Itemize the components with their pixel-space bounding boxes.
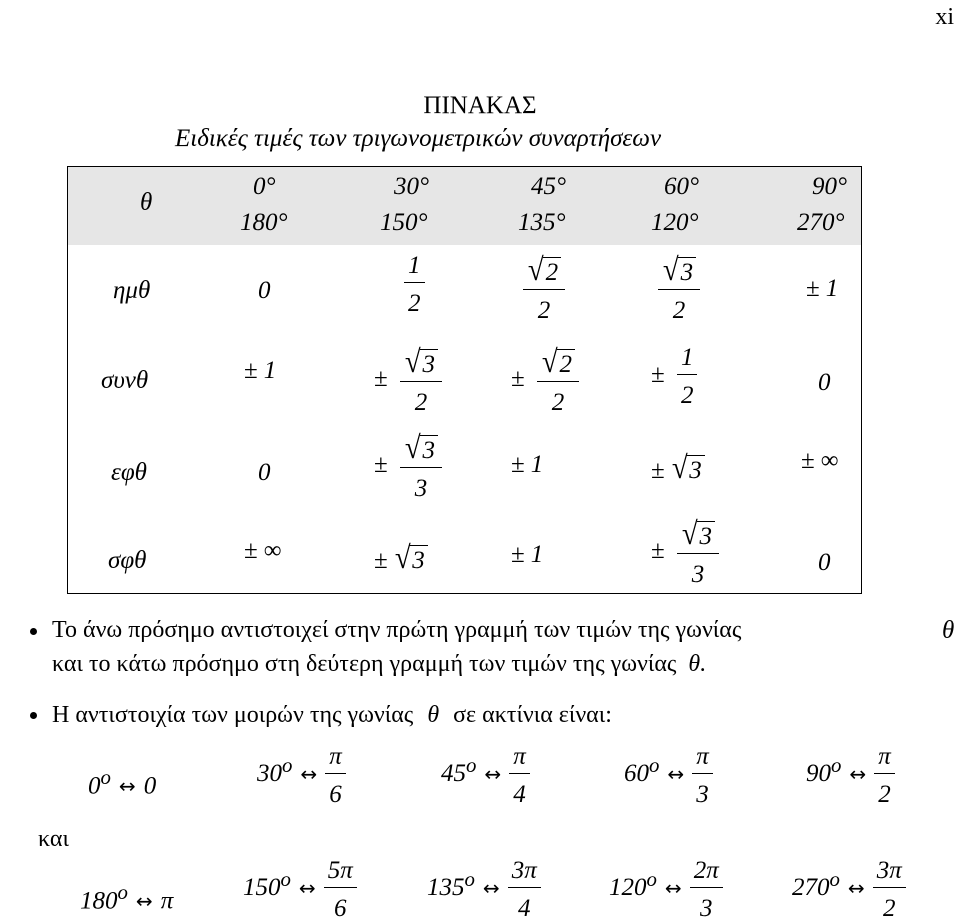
conv-45: $45^o$ ↔ $\frac{\pi}{4}$ xyxy=(441,744,530,807)
angle-bottom-3: 120° xyxy=(651,209,699,236)
page-title: ΠΙΝΑΚΑΣ xyxy=(423,92,537,119)
row-label-cot: σφθ xyxy=(108,547,147,574)
cos-90: 0 xyxy=(818,369,831,396)
conv-270: $270^o$ ↔ $\frac{3\pi}{2}$ xyxy=(792,858,906,921)
conv-135: $135^o$ ↔ $\frac{3\pi}{4}$ xyxy=(427,858,541,921)
angle-bottom-2: 135° xyxy=(518,209,566,236)
conv-150: $150^o$ ↔ $\frac{5\pi}{6}$ xyxy=(243,858,357,921)
tan-45: ± 1 xyxy=(511,451,544,478)
cot-45: ± 1 xyxy=(511,541,544,568)
sin-30: $\frac{1}{2}$ xyxy=(404,253,425,316)
conv-60: $60^o$ ↔ $\frac{\pi}{3}$ xyxy=(624,744,713,807)
angle-bottom-4: 270° xyxy=(797,209,845,236)
cos-0: ± 1 xyxy=(244,357,277,384)
angle-top-2: 45° xyxy=(531,173,566,200)
table-header xyxy=(68,167,861,245)
conv-0: $0^o$ ↔ 0 xyxy=(88,765,157,800)
sin-45: √ 2 2 xyxy=(523,253,565,323)
angle-bottom-0: 180° xyxy=(240,209,288,236)
row-label-cos: συνθ xyxy=(101,367,149,394)
angle-top-0: 0° xyxy=(253,173,276,200)
cot-0: ± ∞ xyxy=(244,537,282,564)
angle-top-4: 90° xyxy=(812,173,847,200)
conv-90: $90^o$ ↔ $\frac{\pi}{2}$ xyxy=(806,744,895,807)
tan-60: ± √ 3 xyxy=(651,451,705,485)
cos-45: ± √ 2 2 xyxy=(511,345,579,415)
page-number: xi xyxy=(935,4,954,30)
conv-180: $180^o$ ↔ π xyxy=(80,880,174,915)
cos-30: ± √ 3 2 xyxy=(374,345,442,415)
cot-30: ± √ 3 xyxy=(374,541,428,575)
angle-top-1: 30° xyxy=(394,173,429,200)
sin-90: ± 1 xyxy=(806,275,839,302)
bullet-2-text: Η αντιστοιχία των μοιρών της γωνίας θ σε ακτίνια είναι: xyxy=(52,702,612,728)
theta-header: θ xyxy=(140,189,153,216)
bullet-1-line-2: και το κάτω πρόσημο στη δεύτερη γραμμή των τιμών της γωνίας θ. xyxy=(52,651,707,677)
trig-values-table xyxy=(67,166,862,594)
bullet-1-dot xyxy=(30,628,37,635)
sin-0: 0 xyxy=(258,277,271,304)
conv-120: $120^o$ ↔ $\frac{2\pi}{3}$ xyxy=(609,858,723,921)
bullet-2-dot xyxy=(30,712,37,719)
cot-90: 0 xyxy=(818,549,831,576)
angle-bottom-1: 150° xyxy=(380,209,428,236)
tan-30: ± √ 3 3 xyxy=(374,431,442,501)
tan-90: ± ∞ xyxy=(801,447,839,474)
sin-60: √ 3 2 xyxy=(658,253,700,323)
bullet-1-theta: θ xyxy=(942,617,955,644)
row-label-sin: ημθ xyxy=(113,277,151,304)
cot-60: ± √ 3 3 xyxy=(651,517,719,587)
row-label-tan: εφθ xyxy=(111,459,147,486)
bullet-1-line-1: Το άνω πρόσημο αντιστοιχεί στην πρώτη γραμμή των τιμών της γωνίας xyxy=(52,617,742,643)
angle-top-3: 60° xyxy=(664,173,699,200)
and-label: και xyxy=(38,826,69,852)
conv-30: $30^o$ ↔ $\frac{\pi}{6}$ xyxy=(257,744,346,807)
tan-0: 0 xyxy=(258,459,271,486)
page-subtitle: Ειδικές τιμές των τριγωνομετρικών συναρτήσεων xyxy=(175,125,662,152)
cos-60: ± $\frac{1}{2}$ xyxy=(651,345,697,408)
